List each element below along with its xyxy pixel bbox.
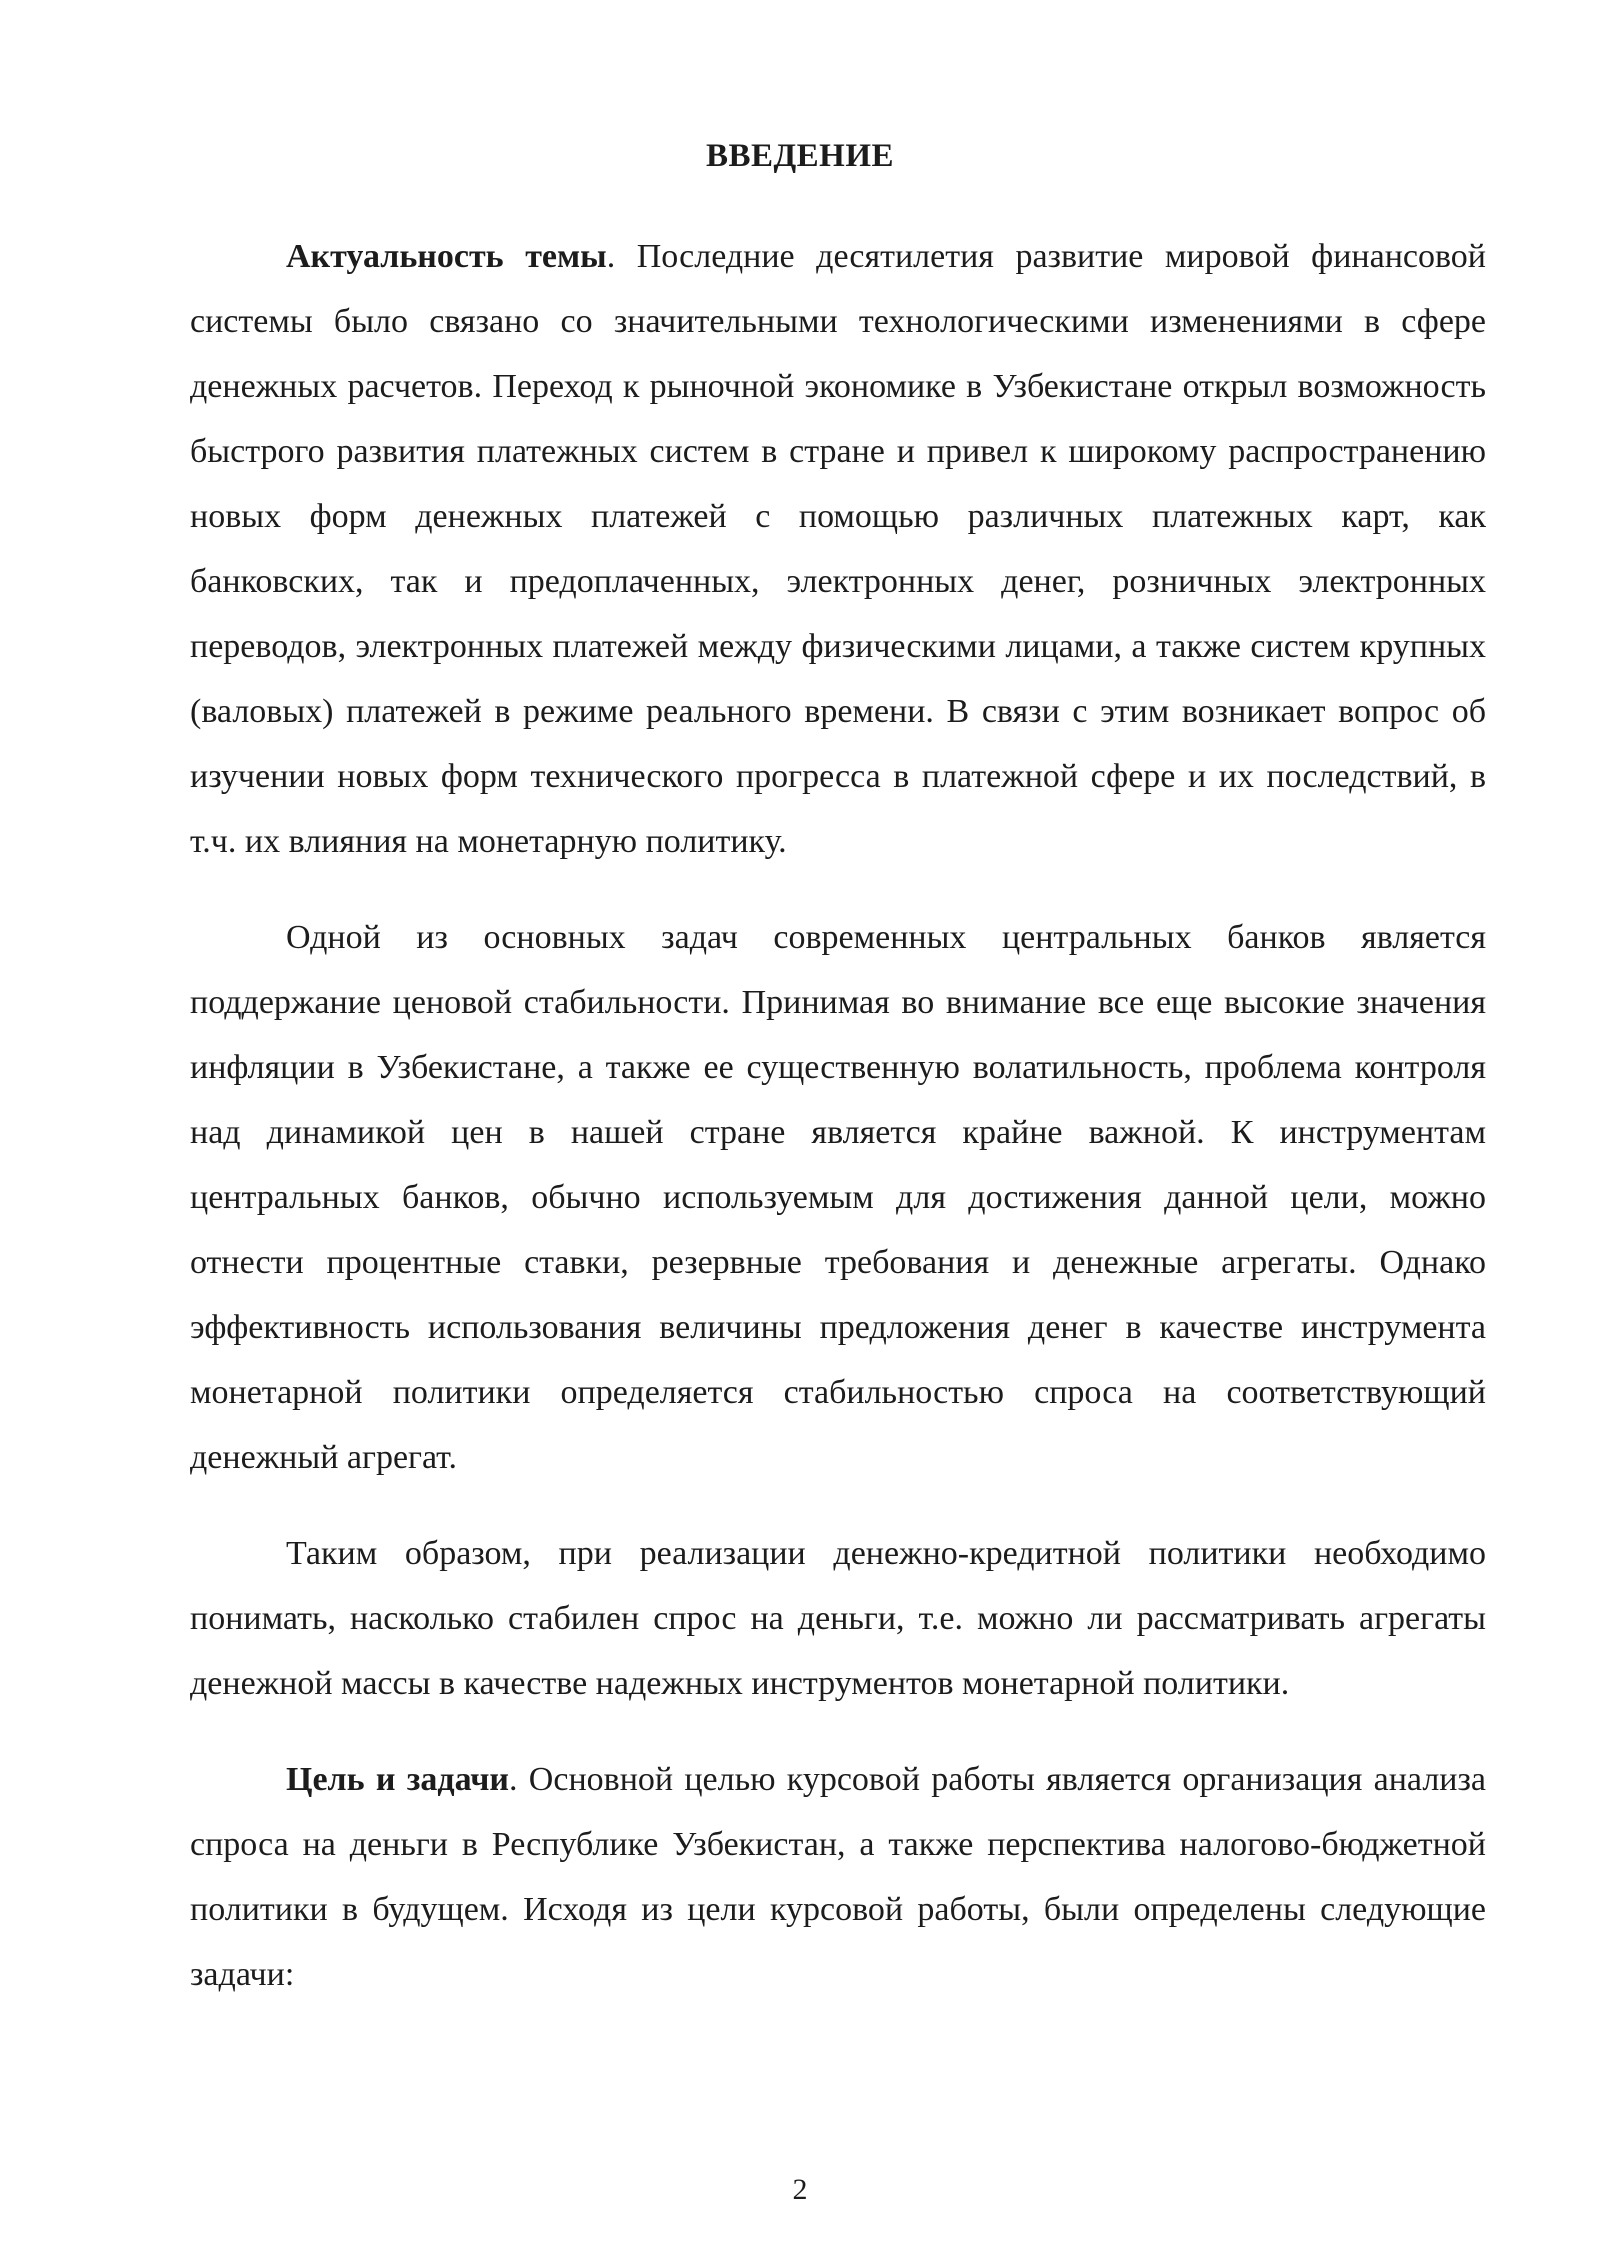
paragraph-text-relevance: . Последние десятилетия развитие мировой финансовой системы было связано со значительными технологическими изменениями в сфере денежных расчетов. Переход к рыночной экономике в Узбекистане открыл возможность быстрого развития платежных систем в стране и привел к широкому распространению новых форм денежных платежей с помощью различных платежных карт, как банковских, так и предоплаченных, электронных денег, розничных электронных переводов, электронных платежей между физическими лицами, а также систем крупных (валовых) платежей в режиме реального времени. В связи с этим возникает вопрос об изучении новых форм технического прогресса в платежной сфере и их последствий, в т.ч. их влияния на монетарную политику.	[190, 238, 1486, 860]
paragraph-conclusion	[190, 1521, 1486, 1716]
section-heading: ВВЕДЕНИЕ	[705, 138, 895, 174]
paragraph-text-central-banks: Одной из основных задач современных центральных банков является поддержание ценовой стабильности. Принимая во внимание все еще высокие значения инфляции в Узбекистане, а также ее существенную волатильность, проблема контроля над динамикой цен в нашей стране является крайне важной. К инструментам центральных банков, обычно используемым для достижения данной цели, можно отнести процентные ставки, резервные требования и денежные агрегаты. Однако эффективность использования величины предложения денег в качестве инструмента монетарной политики определяется стабильностью спроса на соответствующий денежный агрегат.	[190, 919, 1486, 1476]
paragraph-text-conclusion: Таким образом, при реализации денежно-кредитной политики необходимо понимать, насколько стабилен спрос на деньги, т.е. можно ли рассматривать агрегаты денежной массы в качестве надежных инструментов монетарной политики.	[190, 1535, 1486, 1702]
paragraph-central-banks	[190, 905, 1486, 1490]
paragraph-lead-goals: Цель и задачи	[286, 1761, 510, 1798]
paragraph-relevance	[190, 224, 1486, 874]
paragraph-goals	[190, 1747, 1486, 2007]
body-text	[190, 224, 1486, 2038]
page-number: 2	[792, 2173, 808, 2206]
paragraph-lead-relevance: Актуальность темы	[286, 238, 607, 275]
paragraph-text-goals: . Основной целью курсовой работы является организация анализа спроса на деньги в Республике Узбекистан, а также перспектива налогово-бюджетной политики в будущем. Исходя из цели курсовой работы, были определены следующие задачи:	[190, 1761, 1486, 1993]
